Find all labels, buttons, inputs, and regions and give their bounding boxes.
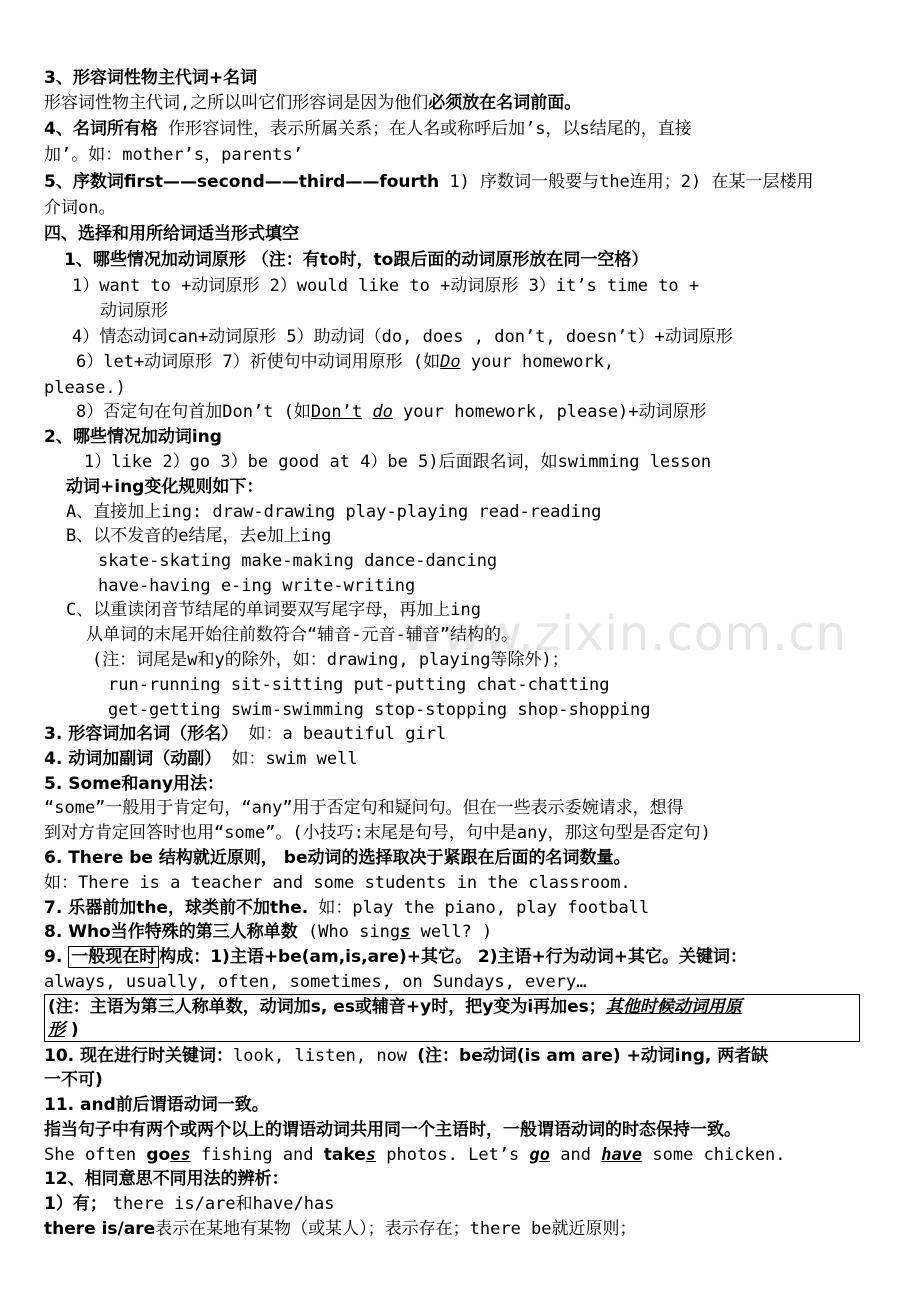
- q3-example: 如：a beautiful girl: [238, 724, 447, 744]
- section-3-title: 3、形容词性物主代词+名词: [44, 68, 258, 88]
- q12-2a: there is/are: [44, 1219, 156, 1239]
- q1-line-6: [76, 400, 884, 424]
- q2-rule-c-ex1: run-running sit-sitting put-putting chat-chatting: [108, 675, 610, 695]
- q9-line: [44, 945, 884, 969]
- q9-note-italic: 其他时候动词用原: [605, 997, 742, 1017]
- q1-line-4a: 6）let+动词原形 7）祈使句中动词用原形 (如: [76, 352, 441, 372]
- q11-ex-b: fishing and: [190, 1145, 324, 1165]
- q10-note-2: 一不可): [44, 1070, 103, 1090]
- q7-line: [44, 896, 884, 920]
- section-3-text: [44, 91, 884, 115]
- q5-title: 5. Some和any用法：: [44, 774, 225, 794]
- q1-line-4b: your homework,: [460, 352, 615, 372]
- q1-line-6b: your homework, please)+动词原形: [392, 402, 707, 422]
- section-5-text: 1) 序数词一般要与the连用；2) 在某一层楼用: [439, 172, 814, 192]
- q1-do-emphasis: Do: [440, 352, 461, 372]
- q8-s-emphasis: s: [400, 922, 411, 942]
- q9-title: 构成：1)主语+be(am,is,are)+其它。 2)主语+行为动词+其它。关键词：: [159, 947, 747, 967]
- q4-title: 4. 动词加副词（动副）: [44, 749, 222, 769]
- q11-es-emphasis: es: [170, 1145, 191, 1165]
- q7-title: 7. 乐器前加the，球类前不加the.: [44, 898, 309, 918]
- q7-example: 如：play the piano, play football: [308, 898, 650, 918]
- q1-do-underline: do: [372, 402, 393, 422]
- q10-title: 10. 现在进行时关键词：: [44, 1046, 234, 1066]
- q11-ex-c: photos. Let’s: [376, 1145, 530, 1165]
- q11-ex-e: some chicken.: [642, 1145, 786, 1165]
- q2-rule-c-ex2: get-getting swim-swimming stop-stopping shop-shopping: [108, 700, 651, 720]
- q11-s-emphasis: s: [365, 1145, 376, 1165]
- section-3-text-emphasis: 必须放在名词前面。: [428, 93, 582, 113]
- q11-desc: 指当句子中有两个或两个以上的谓语动词共用同一个主语时，一般谓语动词的时态保持一致。: [44, 1120, 741, 1140]
- q9-note-line-1: [48, 995, 884, 1019]
- q4-line: [44, 747, 884, 771]
- q2-rule-c: C、以重读闭音节结尾的单词要双写尾字母，再加上ing: [66, 600, 481, 620]
- q6-title: 6. There be 结构就近原则， be动词的选择取决于紧跟在后面的名词数量。: [44, 848, 631, 868]
- q8-example-a: (Who sing: [297, 922, 401, 942]
- q12-1a: 1）有；: [44, 1194, 113, 1214]
- q1-dont-underline: Don’t: [310, 402, 363, 422]
- q12-line-1: [44, 1192, 884, 1216]
- q5-line-2: 到对方肯定回答时也用“some”。(小技巧:末尾是句号，句中是any，那这句型是否定句): [44, 823, 711, 843]
- q12-2b: 表示在某地有某物（或某人）；表示存在；there be就近原则；: [155, 1219, 637, 1239]
- q1-line-6a: 8）否定句在句首加Don’t (如: [76, 402, 311, 422]
- q4-example: 如：swim well: [221, 749, 358, 769]
- q1-line-3: 4）情态动词can+动词原形 5）助动词（do, does , don’t, doesn’t）+动词原形: [72, 327, 733, 347]
- q11-title: 11. and前后谓语动词一致。: [44, 1095, 269, 1115]
- q11-go: go: [146, 1145, 171, 1165]
- q10-line: [44, 1044, 884, 1068]
- q8-title: 8. Who当作特殊的第三人称单数: [44, 922, 298, 942]
- q2-rule-b: B、以不发音的e结尾，去e加上ing: [66, 526, 332, 546]
- q12-line-2: [44, 1217, 884, 1241]
- q9-note-1: (注：主语为第三人称单数，动词加s, es或辅音+y时，把y变为i再加es；: [48, 997, 606, 1017]
- q11-example: [44, 1143, 884, 1167]
- section-5-line: [44, 170, 884, 194]
- q9-boxed-term: 一般现在时: [68, 946, 159, 968]
- q1-title: 1、哪些情况加动词原形 （注：有to时，to跟后面的动词原形放在同一空格）: [64, 250, 649, 270]
- q2-rule-c-desc: 从单词的末尾开始往前数符合“辅音-元音-辅音”结构的。: [86, 625, 518, 645]
- q12-1b: there is/are和have/has: [112, 1194, 335, 1214]
- q6-example: 如：There is a teacher and some students in the classroom.: [44, 873, 631, 893]
- section-3-text-a: 形容词性物主代词,之所以叫它们形容词是因为他们: [44, 93, 429, 113]
- q1-line-2: 动词原形: [100, 301, 168, 321]
- q2-rule-a: A、直接加上ing: draw-drawing play-playing read-reading: [66, 502, 602, 522]
- section-4-text2: 加’。如：mother’s，parents’: [44, 145, 303, 165]
- q2-rule-b-ex1: skate-skating make-making dance-dancing: [98, 551, 498, 571]
- q8-example-b: well? ): [410, 922, 493, 942]
- q1-line-1: 1）want to +动词原形 2）would like to +动词原形 3）it’s time to +: [72, 276, 700, 296]
- q12-title: 12、相同意思不同用法的辨析：: [44, 1169, 289, 1189]
- section-4-text: 作形容词性，表示所属关系；在人名或称呼后加’s，以s结尾的，直接: [157, 119, 692, 139]
- q2-rule-b-ex2: have-having e-ing write-writing: [98, 576, 416, 596]
- q2-title: 2、哪些情况加动词ing: [44, 427, 222, 447]
- section-4-title: 4、名词所有格: [44, 119, 158, 139]
- part-4-title: 四、选择和用所给词适当形式填空: [44, 224, 299, 244]
- q2-rule-c-note: (注：词尾是w和y的除外，如：drawing, playing等除外)；: [92, 650, 569, 670]
- q11-have-emphasis: have: [601, 1145, 643, 1165]
- q11-go-emphasis: go: [529, 1145, 551, 1165]
- q10-keywords: look, listen, now: [233, 1046, 418, 1066]
- q11-take: take: [323, 1145, 366, 1165]
- section-5-title: 5、序数词first——second——third——fourth: [44, 172, 440, 192]
- q5-line-1: “some”一般用于肯定句，“any”用于否定句和疑问句。但在一些表示委婉请求，想得: [44, 798, 684, 818]
- q3-line: [44, 722, 884, 746]
- q2-line-1: 1）like 2）go 3）be good at 4）be 5)后面跟名词，如swimming lesson: [84, 452, 712, 472]
- section-4-line: [44, 117, 884, 141]
- q9-note-italic-2: 形: [48, 1020, 65, 1040]
- q9-number: 9.: [44, 947, 69, 967]
- q9-keywords: always, usually, often, sometimes, on Sundays, every…: [44, 972, 587, 992]
- q3-title: 3. 形容词加名词（形名）: [44, 724, 239, 744]
- section-5-text2: 介词on。: [44, 198, 116, 218]
- q1-line-5: please.): [44, 378, 126, 398]
- q10-note: (注：be动词(is am are) +动词ing, 两者缺: [417, 1046, 769, 1066]
- q2-rule: 动词+ing变化规则如下：: [66, 477, 264, 497]
- q11-ex-a: She often: [44, 1145, 147, 1165]
- watermark: www.zixin.com.cn: [402, 606, 848, 662]
- q8-line: [44, 920, 884, 944]
- q9-note-2: ): [65, 1020, 79, 1040]
- q11-ex-d: and: [550, 1145, 602, 1165]
- q1-line-4: [76, 350, 884, 374]
- q9-note-line-2: [48, 1018, 884, 1042]
